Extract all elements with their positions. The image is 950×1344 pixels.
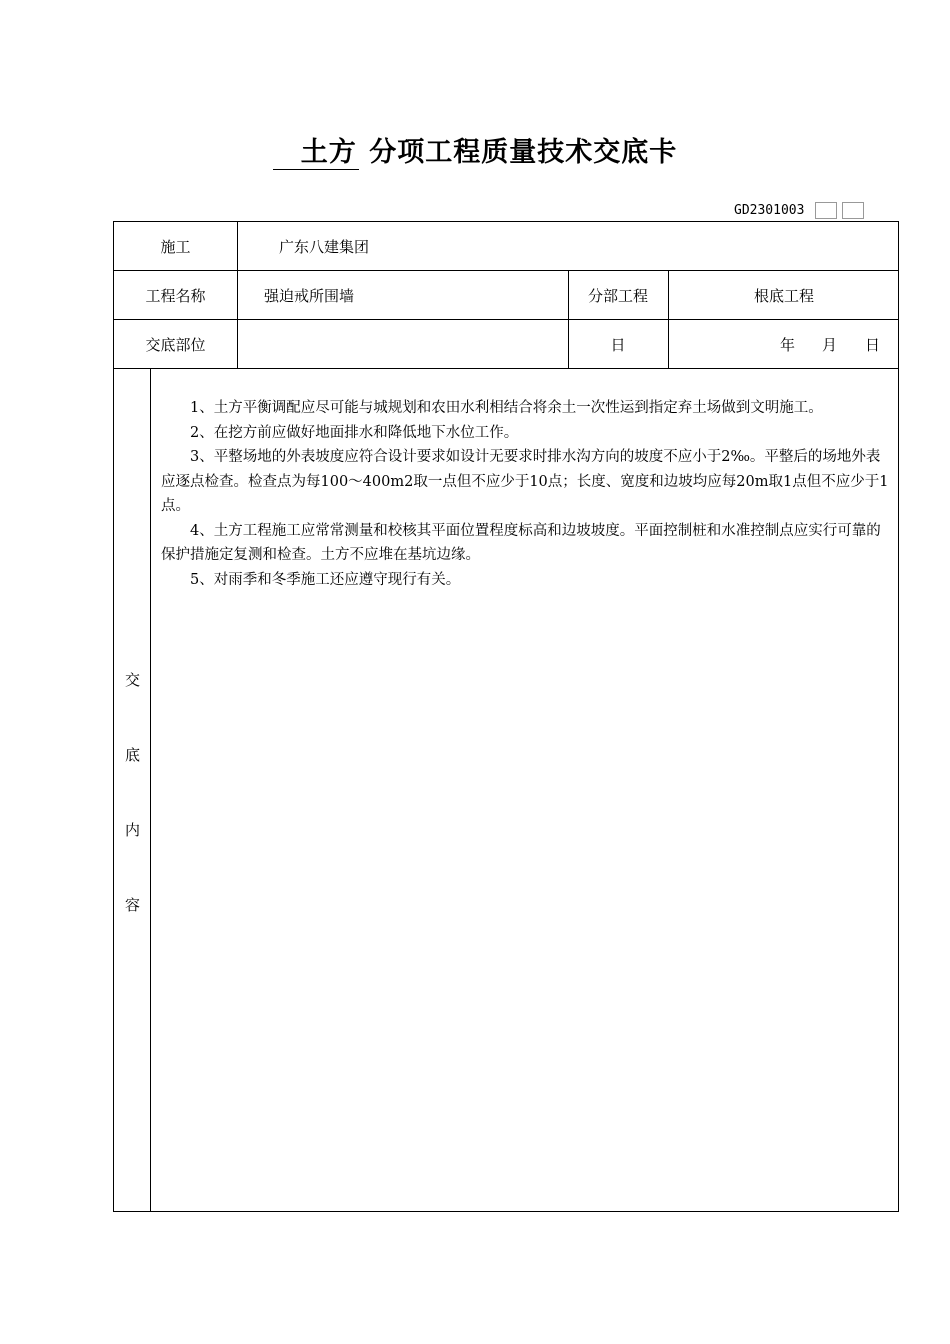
code-box-2 [842,202,864,219]
division-value: 根底工程 [753,286,814,305]
disclosure-form [113,221,899,1212]
contractor-value: 广东八建集团 [279,237,370,256]
title-subject: 土方 [273,130,359,170]
contractor-label: 施工 [160,237,191,256]
date-day: 日 [865,335,881,354]
content-label-char: 内 [124,821,140,839]
location-label: 交底部位 [145,335,206,354]
content-label-char: 交 [124,671,140,689]
content-paragraph: 3、平整场地的外表坡度应符合设计要求如设计无要求时排水沟方向的坡度不应小于2‰。平整后的场地外表应逐点检查。检查点为每100～400m2取一点但不应少于10点；长度、宽度和边坡均应每20m取1点但不应少于1点。 [161,449,889,514]
content-paragraph: 4、土方工程施工应常常测量和校核其平面位置程度标高和边坡坡度。平面控制桩和水准控制点应实行可靠的保护措施定复测和检查。土方不应堆在基坑边缘。 [161,522,881,563]
project-name-label: 工程名称 [145,286,206,305]
content-paragraph: 5、对雨季和冬季施工还应遵守现行有关。 [190,571,461,588]
content-paragraph: 1、土方平衡调配应尽可能与城规划和农田水利相结合将余土一次性运到指定弃土场做到文明施工。 [190,400,823,416]
content-vertical-label [114,369,151,1211]
document-code: GD2301003 [734,202,805,218]
form-row-contractor [114,222,898,271]
content-area [114,369,898,1211]
form-row-location [114,320,898,369]
page-title [0,130,950,170]
content-label-char: 底 [124,746,140,764]
date-label: 日 [610,335,626,354]
title-rest: 分项工程质量技术交底卡 [369,137,678,168]
form-row-project [114,271,898,320]
content-paragraph: 2、在挖方前应做好地面排水和降低地下水位工作。 [190,424,519,441]
project-name-value: 强迫戒所围墙 [264,286,355,305]
date-month: 月 [822,335,838,354]
division-label: 分部工程 [587,286,648,305]
document-code-row [734,200,864,220]
content-label-char: 容 [124,896,140,914]
date-year: 年 [780,335,796,354]
code-box-1 [815,202,837,219]
content-body [161,396,891,592]
